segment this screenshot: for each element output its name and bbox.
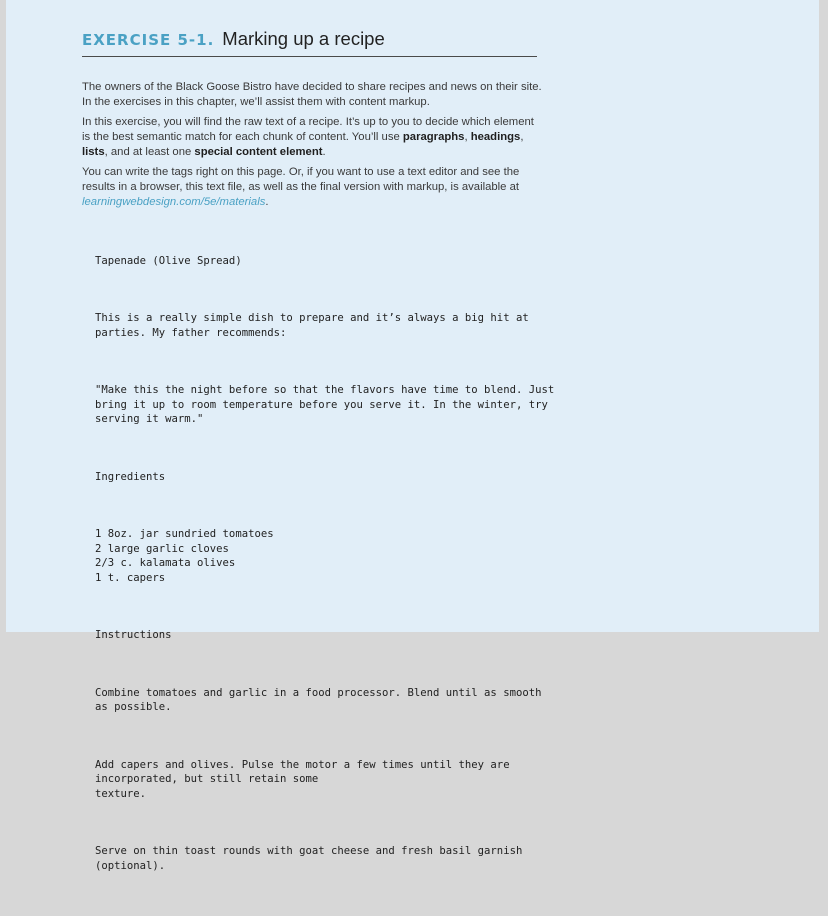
ingredient-item: 2/3 c. kalamata olives [95,557,236,570]
intro-p2-separator: , [520,131,524,143]
term-lists: lists [82,146,105,158]
instruction-step: Serve on thin toast rounds with goat cheese and fresh basil garnish (optional). [95,845,523,872]
intro-p3-text: You can write the tags right on this page. Or, if you want to use a text editor and see the results in a browser, this text file, as well as the final version with markup, is available at [82,166,520,193]
instructions-heading: Instructions [95,629,172,642]
materials-link[interactable]: learningwebdesign.com/5e/materials [82,196,266,208]
term-headings: headings [470,131,521,143]
exercise-header [82,28,537,57]
ingredient-item: 1 t. capers [95,571,166,584]
intro-p2-text: , and at least one [104,146,195,158]
term-paragraphs: paragraphs [402,131,465,143]
exercise-label: EXERCISE 5-1. [82,31,215,49]
intro-p2-separator: , [464,131,471,143]
recipe-title: Tapenade (Olive Spread) [95,254,242,267]
exercise-title: Marking up a recipe [222,28,385,49]
intro-p2-text: . [322,146,326,158]
intro-paragraph-3 [82,165,542,210]
raw-recipe-text [95,225,565,916]
instruction-step: Combine tomatoes and garlic in a food processor. Blend until as smooth as possible. [95,686,542,714]
instruction-step: Add capers and olives. Pulse the motor a few times until they are incorporated, but still retain some texture. [95,758,510,800]
intro-paragraph-2 [82,115,542,160]
ingredient-item: 1 8oz. jar sundried tomatoes [95,528,274,541]
intro-p3-text: . [265,196,269,208]
exercise-page [6,0,819,872]
ingredient-item: 2 large garlic cloves [95,542,229,555]
intro-p2-text: In this exercise, you will find the raw text of a recipe. It’s up to you to decide which element is the best semantic match for each chunk of content. You’ll use [82,116,534,143]
exercise-instructions [82,80,542,215]
intro-paragraph-1: The owners of the Black Goose Bistro have decided to share recipes and news on their site. In the exercises in this chapter, we’ll assist them with content markup. [82,81,542,108]
ingredients-heading: Ingredients [95,470,166,483]
recipe-description: This is a really simple dish to prepare and it’s always a big hit at parties. My father recommends: [95,312,529,339]
term-special-content: special content element [194,146,323,158]
recipe-quote: "Make this the night before so that the flavors have time to blend. Just bring it up to room temperature before you serve it. In the winter, try serving it warm." [95,384,555,426]
ingredients-list [95,527,565,585]
